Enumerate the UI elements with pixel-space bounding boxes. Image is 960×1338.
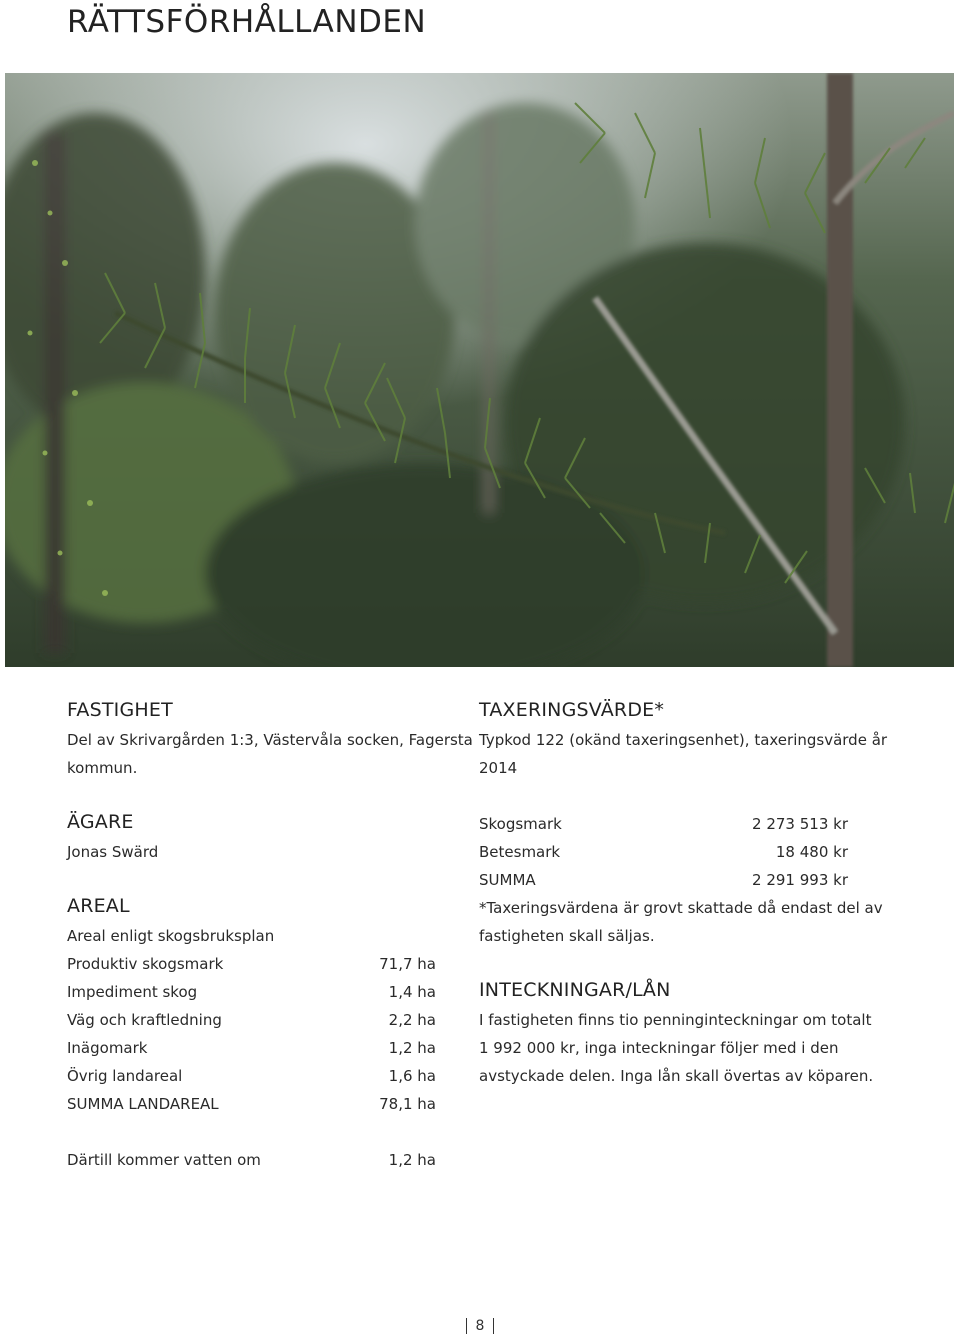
page-title: RÄTTSFÖRHÅLLANDEN [67, 4, 427, 40]
areal-heading: AREAL [67, 895, 130, 917]
pine-branch-image [5, 73, 954, 667]
taxering-total-row: SUMMA 2 291 993 kr [479, 871, 848, 889]
fastighet-line-2: kommun. [67, 759, 138, 777]
owner-name: Jonas Swärd [67, 843, 159, 861]
fastighet-line-1: Del av Skrivargården 1:3, Västervåla socken, Fagersta [67, 731, 473, 749]
agare-heading: ÄGARE [67, 811, 134, 833]
areal-subheading: Areal enligt skogsbruksplan [67, 927, 275, 945]
areal-total-row: SUMMA LANDAREAL 78,1 ha [67, 1095, 436, 1113]
areal-row: Impediment skog 1,4 ha [67, 983, 436, 1001]
inteckningar-line-3: avstyckade delen. Inga lån skall övertas av köparen. [479, 1067, 874, 1085]
areal-row: Övrig landareal 1,6 ha [67, 1067, 436, 1085]
taxering-note-2: fastigheten skall säljas. [479, 927, 655, 945]
areal-row: Produktiv skogsmark 71,7 ha [67, 955, 436, 973]
taxering-line-2: 2014 [479, 759, 518, 777]
fastighet-heading: FASTIGHET [67, 699, 173, 721]
inteckningar-heading: INTECKNINGAR/LÅN [479, 979, 671, 1001]
taxering-heading: TAXERINGSVÄRDE* [479, 699, 665, 721]
areal-row: Inägomark 1,2 ha [67, 1039, 436, 1057]
inteckningar-line-1: I fastigheten finns tio penninginteckningar om totalt [479, 1011, 872, 1029]
taxering-row: Skogsmark 2 273 513 kr [479, 815, 848, 833]
taxering-line-1: Typkod 122 (okänd taxeringsenhet), taxeringsvärde år [479, 731, 888, 749]
taxering-table [479, 810, 848, 894]
inteckningar-line-2: 1 992 000 kr, inga inteckningar följer med i den [479, 1039, 839, 1057]
taxering-row: Betesmark 18 480 kr [479, 843, 848, 861]
page-number: 8 [466, 1318, 494, 1334]
areal-row: Väg och kraftledning 2,2 ha [67, 1011, 436, 1029]
areal-table [67, 950, 436, 1118]
water-row: Därtill kommer vatten om 1,2 ha [67, 1151, 436, 1169]
taxering-note-1: *Taxeringsvärdena är grovt skattade då endast del av [479, 899, 883, 917]
forest-photo [5, 73, 954, 667]
